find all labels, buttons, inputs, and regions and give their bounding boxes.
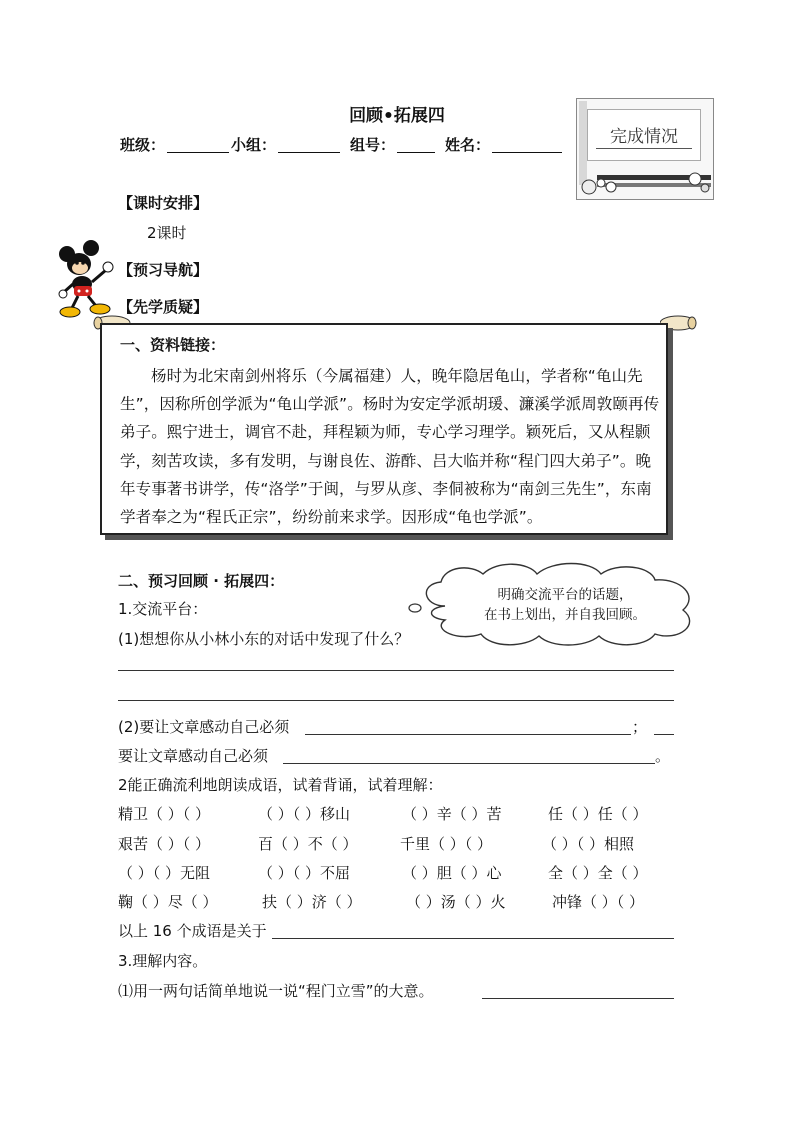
preview-title: 【预习导航】: [118, 261, 209, 279]
answer-line-2[interactable]: [118, 700, 674, 701]
idiom-item: （ ）（ ）不屈: [258, 864, 351, 882]
name-label: 姓名：: [445, 136, 491, 154]
idiom-item: 全（ ）全（ ）: [548, 864, 648, 882]
resource-body: 杨时为北宋南剑州将乐（今属福建）人，晚年隐居龟山，学者称“龟山先生”，因称所创学派为“龟山学派”。杨时为安定学派胡瑗、濂溪学派周敦颐再传弟子。熙宁进士，调官不赴，拜程颖为师，专心学习理学。颖死后，又从程颢学，刻苦攻读，多有发明，与谢良佐、游酢、吕大临并称“程门四大弟子”。晚年专事著书讲学，传“洛学”于闽，与罗从彦、李侗被称为“南剑三先生”，东南学者奉之为“程氏正宗”，纷纷前来求学。因形成“龟也学派”。: [120, 367, 660, 527]
idiom-item: 艰苦（ ）（ ）: [118, 835, 211, 853]
q1-2a-blank[interactable]: [305, 734, 631, 735]
group-no-label: 组号：: [350, 136, 396, 154]
q1-title: 1.交流平台：: [118, 600, 208, 618]
completion-decoration-icon: [577, 99, 713, 199]
group-label: 小组：: [231, 136, 277, 154]
idiom-item: 百（ ）不（ ）: [258, 835, 358, 853]
idiom-item: 冲锋（ ）（ ）: [552, 893, 645, 911]
idiom-item: 精卫（ ）（ ）: [118, 805, 211, 823]
class-blank[interactable]: [167, 136, 229, 153]
q2-title: 2能正确流利地朗读成语，试着背诵，试着理解：: [118, 776, 443, 794]
q1-2a-tail-blank[interactable]: [654, 734, 674, 735]
class-label: 班级：: [120, 136, 166, 154]
idiom-item: （ ）（ ）相照: [542, 835, 635, 853]
idiom-item: 任（ ）任（ ）: [548, 805, 648, 823]
cloud-text: [452, 585, 678, 625]
q1-2b-blank[interactable]: [283, 763, 655, 764]
student-info-line: [120, 134, 564, 155]
completion-box: [576, 98, 714, 200]
idiom-item: （ ）（ ）无阻: [118, 864, 211, 882]
q1-2b-text: 要让文章感动自己必须: [118, 747, 269, 765]
group-no-blank[interactable]: [397, 136, 435, 153]
question-title: 【先学质疑】: [118, 298, 209, 316]
q1-1-text: (1)想想你从小林小东的对话中发现了什么？: [118, 630, 410, 648]
cloud-line-1: 明确交流平台的话题，: [497, 587, 633, 603]
q3-1-blank[interactable]: [482, 998, 674, 999]
page-title: 回顾•拓展四: [349, 106, 445, 126]
idiom-item: （ ）汤（ ）火: [406, 893, 506, 911]
completion-label: 完成情况: [610, 127, 678, 147]
q2-summary-text: 以上 16 个成语是关于: [118, 922, 267, 940]
idiom-item: （ ）（ ）移山: [258, 805, 351, 823]
q1-2a-text: (2)要让文章感动自己必须: [118, 718, 290, 736]
q1-2b-end: 。: [655, 747, 671, 765]
schedule-value: 2课时: [147, 224, 187, 242]
name-blank[interactable]: [492, 136, 562, 153]
idiom-item: （ ）辛（ ）苦: [402, 805, 502, 823]
idiom-item: 鞠（ ）尽（ ）: [118, 893, 218, 911]
idiom-item: 千里（ ）（ ）: [400, 835, 493, 853]
idiom-item: （ ）胆（ ）心: [402, 864, 502, 882]
q1-2a-end: ；: [632, 718, 648, 736]
cloud-line-2: 在书上划出，并自我回顾。: [484, 607, 646, 623]
schedule-title: 【课时安排】: [118, 194, 209, 212]
review-heading: 二、预习回顾 · 拓展四：: [118, 572, 285, 590]
resource-heading: 一、资料链接：: [120, 336, 226, 354]
q3-title: 3.理解内容。: [118, 952, 208, 970]
group-blank[interactable]: [278, 136, 340, 153]
mouse-cartoon-icon: [58, 240, 120, 320]
q2-summary-blank[interactable]: [272, 938, 674, 939]
idiom-item: 扶（ ）济（ ）: [262, 893, 362, 911]
resource-scroll-box: [100, 323, 668, 535]
answer-line-1[interactable]: [118, 670, 674, 671]
q3-1-text: ⑴用一两句话简单地说一说“程门立雪”的大意。: [118, 982, 434, 1000]
